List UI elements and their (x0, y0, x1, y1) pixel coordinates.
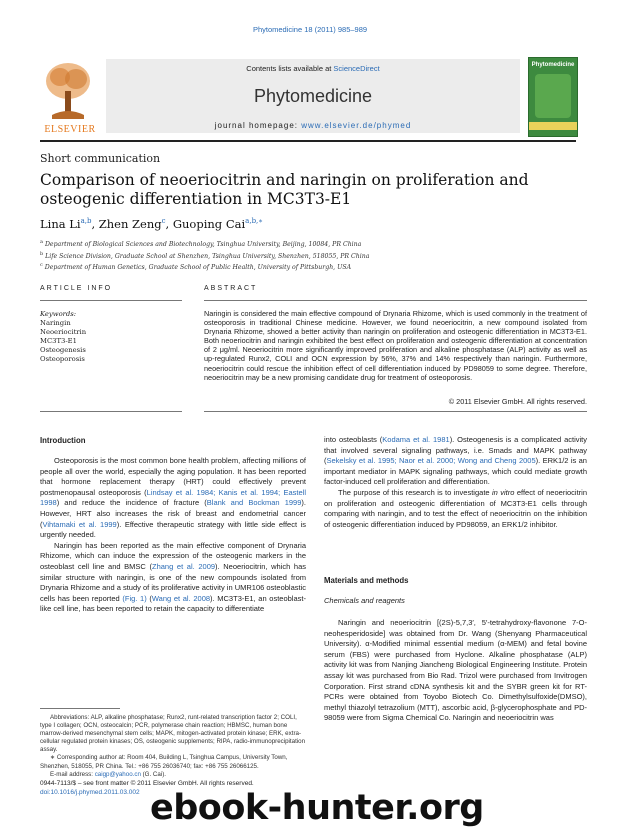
citation-link[interactable]: Wang et al. 2008 (151, 593, 211, 603)
doi-link[interactable]: doi:10.1016/j.phymed.2011.03.002 (40, 788, 140, 796)
affil-text: Life Science Division, Graduate School at Shenzhen, Tsinghua University, Shenzhen, 518055, PR China (45, 252, 370, 260)
author-name: Lina Li (40, 217, 81, 231)
footnotes (40, 714, 306, 779)
right-column-body (324, 435, 587, 530)
text-run: ) and reduce the incidence of fracture ( (56, 498, 207, 508)
journal-homepage (106, 121, 520, 130)
cover-title: Phytomedicine (531, 62, 575, 68)
keyword: Osteogenesis (40, 346, 86, 354)
abstract-rule (204, 300, 587, 301)
sciencedirect-link[interactable]: ScienceDirect (333, 64, 380, 73)
homepage-link[interactable]: www.elsevier.de/phymed (301, 121, 412, 130)
author-affil-mark[interactable]: a,b (80, 217, 92, 226)
email-label: E-mail address: (50, 770, 95, 778)
methods-paragraph: Naringin and neoeriocitrin [(2S)-5,7,3′, 5′-tetrahydroxy-flavonone 7-O-neohesperidoside] was obtained from Dr. Wang (Shenyang Pharmaceutical University). α-Modified minimal essential medium (α-MEM) and fetal bovine serum (FBS) were purchased from Hyclone. Alkaline phosphatase (ALP) activity kit was from Nanjing Jiancheng Biological Engineering Institute. Protein assay kit was purchased from Bio Rad. Trizol were purchased from Invitrogen Corporation. First strand cDNA synthesis kit and the SYBR green kit for RT-PCRs were obtained from Toyobo Biotech Co. Dimethylsulfoxide(DMSO), methyl thiazolyl tetrazolium (MTT), ascorbic acid, β-glycerophosphate and PD-98059 were from Sigma Chemical Co. Naringin and neoeriocitrin was (324, 618, 587, 723)
introduction-heading: Introduction (40, 436, 86, 445)
text-run: Naringin has been reported as the main effective component of Drynaria Rhizome, which can induce the expression of the osteogenic markers in the osteoblast cell line and BMSC ( (40, 540, 306, 571)
journal-name: Phytomedicine (253, 86, 373, 106)
affiliation (40, 238, 580, 250)
issn-line: 0944-7113/$ – see front matter © 2011 Elsevier GmbH. All rights reserved. (40, 780, 254, 787)
text-run: ). Effective therapeutic strategy with little side effect is urgently needed. (40, 519, 306, 540)
article-type: Short communication (40, 152, 161, 165)
keyword: Neoeriocitrin (40, 328, 87, 336)
text-run: Osteoporosis is the most common bone health problem, affecting millions of people all over the world, especially the aging population. It has been reported that hormone replacement therapy (HRT) could effectively prevent postmenopausal osteoporosis ( (40, 456, 306, 497)
abstract-bottom-rule (204, 411, 587, 412)
keyword: Naringin (40, 319, 71, 327)
affil-letter: b (40, 250, 44, 257)
watermark-text: ebook-hunter.org (150, 788, 484, 828)
citation-link[interactable]: Blank and Bockman 1999 (206, 498, 302, 508)
text-run: into osteoblasts ( (324, 435, 383, 444)
affiliation (40, 261, 580, 273)
affil-letter: c (40, 262, 43, 269)
figure-link[interactable]: (Fig. 1) (122, 593, 147, 603)
author-list (40, 217, 263, 231)
text-run: ). Neoeriocitrin, which has similar structure with naringin, is one of the new compounds isolated from Drynaria Rhizome and a study of its proliferative activity in UMR106 osteoblastic cells has been reported (40, 561, 306, 603)
text-run: ). Osteogenesis is a complicated activity that involved several signaling pathways, i.e. Smads and MAPK pathway ( (324, 435, 588, 466)
cover-plant-image (535, 74, 571, 118)
footnote-rule (40, 708, 120, 709)
italic-term: in vitro (492, 487, 515, 497)
intro-paragraph (324, 488, 587, 530)
citation-link[interactable]: Vihtamaki et al. 1999 (42, 519, 117, 529)
affiliations (40, 238, 580, 273)
affil-text: Department of Biological Sciences and Biotechnology, Tsinghua University, Beijing, 10084, PR China (44, 241, 362, 249)
affil-text: Department of Human Genetics, Graduate School of Public Health, University of Pittsburgh, USA (44, 264, 352, 272)
affil-letter: a (40, 239, 43, 245)
homepage-prefix: journal homepage: (214, 121, 302, 130)
email-link[interactable]: caigp@yahoo.cn (94, 770, 141, 778)
author-separator: , (165, 217, 173, 231)
citation-link[interactable]: Kodama et al. 1981 (382, 435, 450, 444)
text-run: ). MC3T3-E1, an osteoblast-like cell line, has been reported to retain the capacity to differentiate (40, 593, 306, 614)
email-footnote (40, 771, 306, 779)
author-affil-mark[interactable]: a,b,∗ (245, 217, 264, 226)
author-separator: , (91, 217, 99, 231)
article-info-heading: ARTICLE INFO (40, 285, 113, 292)
contents-prefix: Contents lists available at (246, 64, 334, 73)
affiliation (40, 250, 580, 262)
intro-paragraph (40, 541, 306, 615)
keywords-block (40, 310, 86, 364)
author-name: Guoping Cai (172, 217, 246, 231)
running-header[interactable]: Phytomedicine 18 (2011) 985–989 (252, 25, 368, 34)
left-column-body (40, 456, 306, 615)
publisher-logo-text: ELSEVIER (44, 124, 96, 135)
citation-link[interactable]: Sekelsky et al. 1995; Naor et al. 2000; Wong and Cheng 2005 (326, 456, 536, 466)
author-affil-mark[interactable]: c (161, 217, 166, 226)
abbreviations-footnote: Abbreviations: ALP, alkaline phosphatase; Runx2, runt-related transcription factor 2; COLI, type I collagen; OCN, osteocalcin; PCR, polymerase chain reaction; HBMSC, human bone marrow-derived mesenchymal stem cells; MAPK, mitogen-activated protein kinase; ERK, extra-cellular regulated protein kinases; OS, osteogenic supplements; RIPA, radio-immunoprecipitation assay. (40, 714, 306, 754)
contents-line (106, 64, 520, 73)
citation-link[interactable]: Zhang et al. 2009 (152, 561, 216, 571)
methods-subheading: Chemicals and reagents (324, 596, 405, 605)
author-name: Zhen Zeng (98, 217, 162, 231)
keyword: Osteoporosis (40, 355, 85, 363)
methods-body (324, 618, 587, 724)
article-title: Comparison of neoeriocitrin and naringin on proliferation and osteogenic differentiation in MC3T3-E1 (40, 171, 529, 208)
text-run: The purpose of this research is to investigate (338, 487, 492, 497)
cover-band (529, 122, 577, 130)
citation-link[interactable]: Lindsay et al. 1984; Kanis et al. 1994; Eastell 1998 (40, 487, 307, 508)
keywords-label: Keywords: (40, 310, 77, 318)
corresponding-author-footnote: ∗ Corresponding author at: Room 404, Building L, Tsinghua Campus, University Town, Shenzhen, 518055, PR China. Tel.: +86 755 26036740; fax: +86 755 26066125. (40, 754, 288, 770)
methods-heading: Materials and methods (324, 576, 409, 585)
journal-cover-image (528, 57, 578, 137)
article-info-bottom-rule (40, 411, 182, 412)
masthead-rule (40, 140, 576, 142)
text-run: ( (146, 593, 152, 603)
text-run: ). ERK1/2 is an important mediator in MAPK signaling pathways, which could mediate growth factor-induced cell proliferation and differentiation. (324, 456, 587, 487)
abstract-heading: ABSTRACT (204, 285, 258, 292)
text-run: effect of neoeriocitrin on proliferation and osteogenic differentiation of MC3T3-E1 cells through comparing with naringin, and to test the effect of neoeriocitrin on the inhibition of osteogenic differentiation induced by PD98059, an ERK1/2 inhibitor. (324, 487, 587, 529)
abstract-copyright: © 2011 Elsevier GmbH. All rights reserved. (448, 397, 587, 406)
abstract-text: Naringin is considered the main effective compound of Drynaria Rhizome, which is used commonly in the treatment of osteoporosis in traditional Chinese medicine. However, we found neoeriocitrin, a new compound isolated from Drynaria Rhizome, showed a better activity than naringin on proliferation and osteogenic differentiation in MC3T3-E1. Both neoeriocitrin and naringin exhibited the best effect on proliferation and osteogenic differentiation at concentration of 2 μg/ml. Neoeriocitrin more significantly improved proliferation and alkaline phosphatase (ALP) activity as well as up-regulated Runx2, COLI and OCN expression by 56%, 37% and 14% respectively than naringin. Furthermore, neoeriocitrin could rescue the inhibition effect of cell differentiation induced by PD98059 to some degree. Therefore, neoeriocitrin may be a new promising candidate drug for treatment of osteoporosis. (204, 309, 587, 382)
article-info-rule (40, 300, 182, 301)
email-suffix: (G. Cai). (140, 770, 166, 778)
intro-paragraph (40, 456, 306, 541)
intro-paragraph-continued (324, 435, 587, 488)
text-run: ). However, HRT also increases the risk of breast and endometrial cancer ( (40, 498, 306, 529)
keyword: MC3T3-E1 (40, 337, 77, 345)
